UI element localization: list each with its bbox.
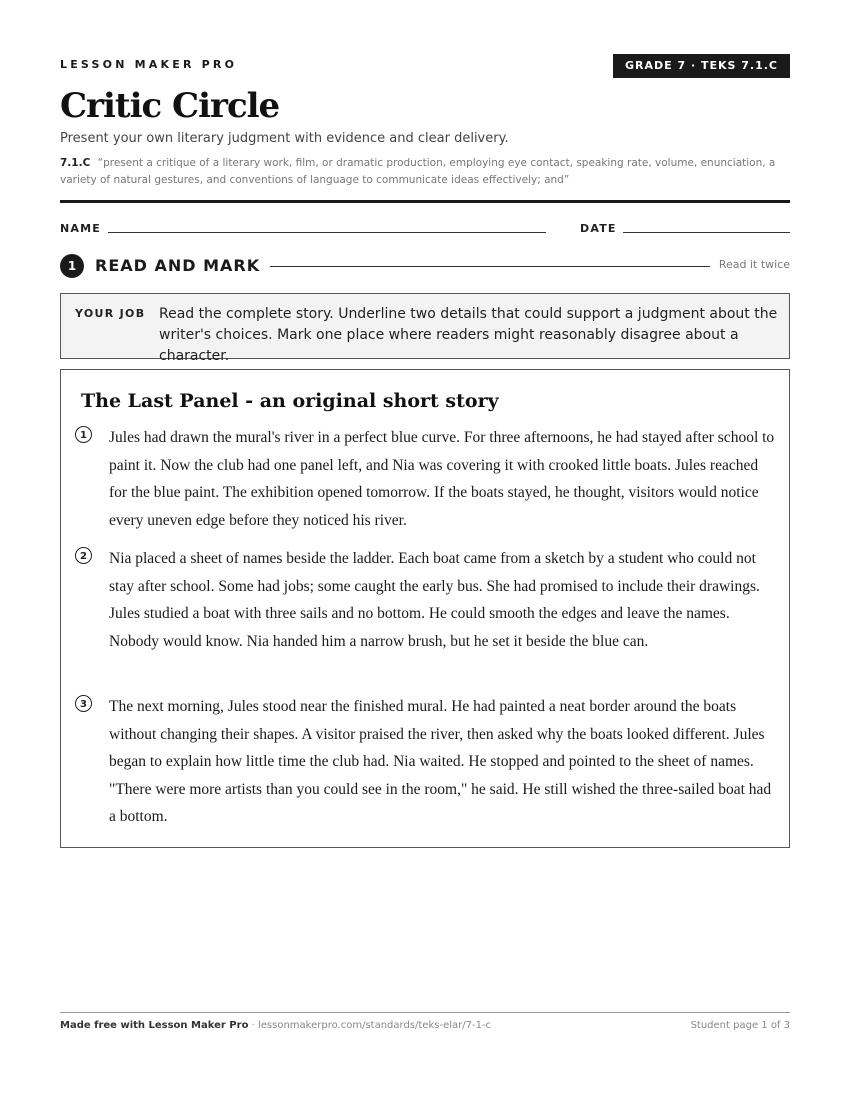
- footer-separator: ·: [248, 1020, 258, 1031]
- paragraph-text: The next morning, Jules stood near the finished mural. He had painted a neat border around the boats without changing their shapes. A visitor praised the river, then asked why the boats looked different. Jules began to explain how little time the club had. Nia waited. He stopped and pointed to the sheet of names. "There were more artists than you could see in the room," he said. He still wished the three-sailed boat had a bottom.: [109, 698, 772, 825]
- grade-badge: GRADE 7 · TEKS 7.1.C: [613, 54, 790, 78]
- date-label: DATE: [580, 222, 617, 235]
- your-job-text: Read the complete story. Underline two details that could support a judgment about the writer's choices. Mark one place where readers might reasonably disagree about a character.: [159, 306, 778, 364]
- name-label: NAME: [60, 222, 101, 235]
- story-title: The Last Panel - an original short story: [81, 390, 499, 412]
- paragraph-text: Jules had drawn the mural's river in a perfect blue curve. For three afternoons, he had stayed after school to paint it. Now the club had one panel left, and Nia was covering it with crooked little boats. Jules reached for the blue paint. The exhibition opened tomorrow. If the boats stayed, he thought, visitors would notice every uneven edge before they noticed his river.: [109, 429, 775, 529]
- paragraph-number: 2: [75, 547, 92, 564]
- standard-description: [60, 155, 790, 189]
- footer-divider: [60, 1012, 790, 1013]
- brand-name: LESSON MAKER PRO: [60, 58, 238, 71]
- page-subtitle: Present your own literary judgment with evidence and clear delivery.: [60, 131, 509, 146]
- footer-url[interactable]: lessonmakerpro.com/standards/teks-elar/7-1-c: [257, 1020, 492, 1031]
- standard-code: 7.1.C: [60, 157, 91, 169]
- paragraph-text: Nia placed a sheet of names beside the ladder. Each boat came from a sketch by a student who could not stay after school. Some had jobs; some caught the early bus. She had promised to include their drawings. Jules studied a boat with three sails and no bottom. He could smooth the edges and leave the names. Nobody would know. Nia handed him a narrow brush, but he set it beside the blue can.: [109, 550, 760, 650]
- section-title: READ AND MARK: [95, 256, 261, 275]
- section-divider: [270, 266, 710, 267]
- footer-made-with: Made free with Lesson Maker Pro: [60, 1020, 249, 1031]
- worksheet-page: [60, 0, 790, 1100]
- footer-credit: [60, 1020, 491, 1031]
- your-job-label: YOUR JOB: [75, 307, 146, 320]
- standard-text: “present a critique of a literary work, film, or dramatic production, employing eye contact, speaking rate, volume, enunciation, a variety of natural gestures, and conventions of language to communicate ideas effectively; and”: [60, 157, 776, 186]
- your-job-box: [60, 293, 790, 364]
- section-number-badge: 1: [60, 254, 84, 278]
- name-field[interactable]: [108, 232, 546, 233]
- paragraph-number: 3: [75, 695, 92, 712]
- header-divider: [60, 200, 790, 203]
- footer-page-info: Student page 1 of 3: [690, 1020, 790, 1031]
- paragraph-number: 1: [75, 426, 92, 443]
- page-title: Critic Circle: [60, 86, 280, 126]
- story-box: [60, 369, 790, 848]
- date-field[interactable]: [623, 232, 790, 233]
- section-note: Read it twice: [718, 258, 790, 271]
